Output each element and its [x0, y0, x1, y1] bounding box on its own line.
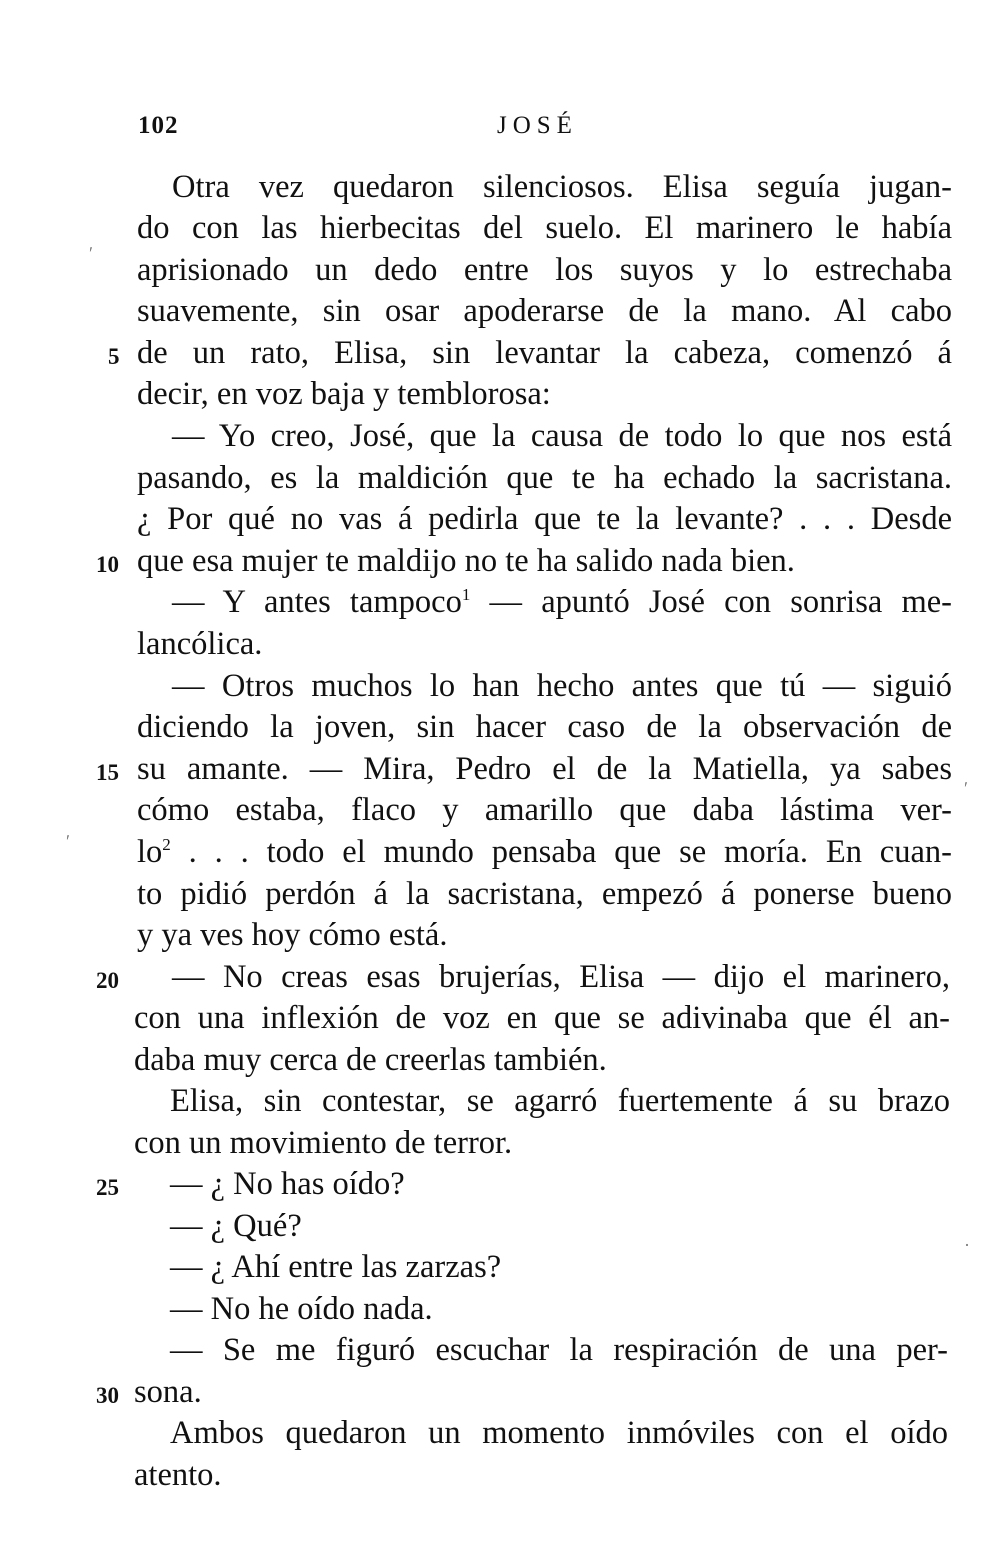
text-line: Elisa, sin contestar, se agarró fuertemente á su brazo — [170, 1083, 950, 1119]
text-line: daba muy cerca de creerlas también. — [134, 1042, 607, 1078]
text-line — [137, 831, 952, 873]
text-line: ¿ Por qué no vas á pedirla que te la levante? . . . Desde — [137, 501, 952, 537]
text-line: lancólica. — [137, 626, 263, 662]
text-line: diciendo la joven, sin hacer caso de la observación de — [137, 709, 952, 745]
line-number: 15 — [96, 760, 119, 785]
line-segment: — Y antes tampoco — [172, 584, 462, 620]
text-line: su amante. — Mira, Pedro el de la Matiella, ya sabes — [137, 751, 952, 787]
text-line: de un rato, Elisa, sin levantar la cabeza, comenzó á — [137, 335, 952, 371]
line-segment: . . . todo el mundo pensaba que se moría. En cuan- — [170, 834, 952, 870]
text-line: atento. — [134, 1457, 222, 1493]
page-number: 102 — [138, 112, 179, 139]
text-line: sona. — [134, 1374, 202, 1410]
text-line: — ¿ Qué? — [170, 1208, 302, 1244]
text-line: to pidió perdón á la sacristana, empezó á ponerse bueno — [137, 876, 952, 912]
line-segment: lo — [137, 834, 163, 870]
text-line: — Yo creo, José, que la causa de todo lo que nos está — [172, 418, 952, 454]
text-line: pasando, es la maldición que te ha echado la sacristana. — [137, 460, 952, 496]
text-line: — Se me figuró escuchar la respiración de una per- — [170, 1332, 948, 1368]
text-line: — No creas esas brujerías, Elisa — dijo el marinero, — [172, 959, 950, 995]
line-number: 30 — [96, 1383, 119, 1408]
text-line: — Otros muchos lo han hecho antes que tú — siguió — [172, 668, 952, 704]
text-line: con un movimiento de terror. — [134, 1125, 513, 1161]
text-line: — ¿ No has oído? — [170, 1166, 405, 1202]
text-line — [172, 581, 952, 623]
text-line: — ¿ Ahí entre las zarzas? — [170, 1249, 502, 1285]
footnote-marker: 2 — [162, 835, 171, 855]
scan-speck: · — [964, 1235, 970, 1255]
line-number: 20 — [96, 968, 119, 993]
text-line: suavemente, sin osar apoderarse de la mano. Al cabo — [137, 293, 952, 329]
scan-speck: ʹ — [66, 831, 70, 851]
footnote-marker: 1 — [461, 585, 471, 605]
text-line: y ya ves hoy cómo está. — [137, 917, 448, 953]
scan-speck: ʹ — [964, 778, 968, 798]
text-line: do con las hierbecitas del suelo. El marinero le había — [137, 210, 952, 246]
text-line: Otra vez quedaron silenciosos. Elisa seguía jugan- — [172, 169, 952, 205]
text-line: que esa mujer te maldijo no te ha salido nada bien. — [137, 543, 795, 579]
text-line: — No he oído nada. — [170, 1291, 433, 1327]
line-number: 5 — [108, 344, 120, 369]
scan-speck: ʹ — [89, 243, 93, 263]
line-number: 25 — [96, 1175, 119, 1200]
line-segment: — apuntó José con sonrisa me- — [470, 584, 953, 620]
running-head: JOSÉ — [497, 112, 578, 139]
text-line: decir, en voz baja y temblorosa: — [137, 376, 551, 412]
text-line: cómo estaba, flaco y amarillo que daba lástima ver- — [137, 792, 952, 828]
line-number: 10 — [96, 552, 119, 577]
text-line: con una inflexión de voz en que se adivinaba que él an- — [134, 1000, 950, 1036]
text-line: aprisionado un dedo entre los suyos y lo estrechaba — [137, 252, 952, 288]
text-line: Ambos quedaron un momento inmóviles con el oído — [170, 1415, 948, 1451]
